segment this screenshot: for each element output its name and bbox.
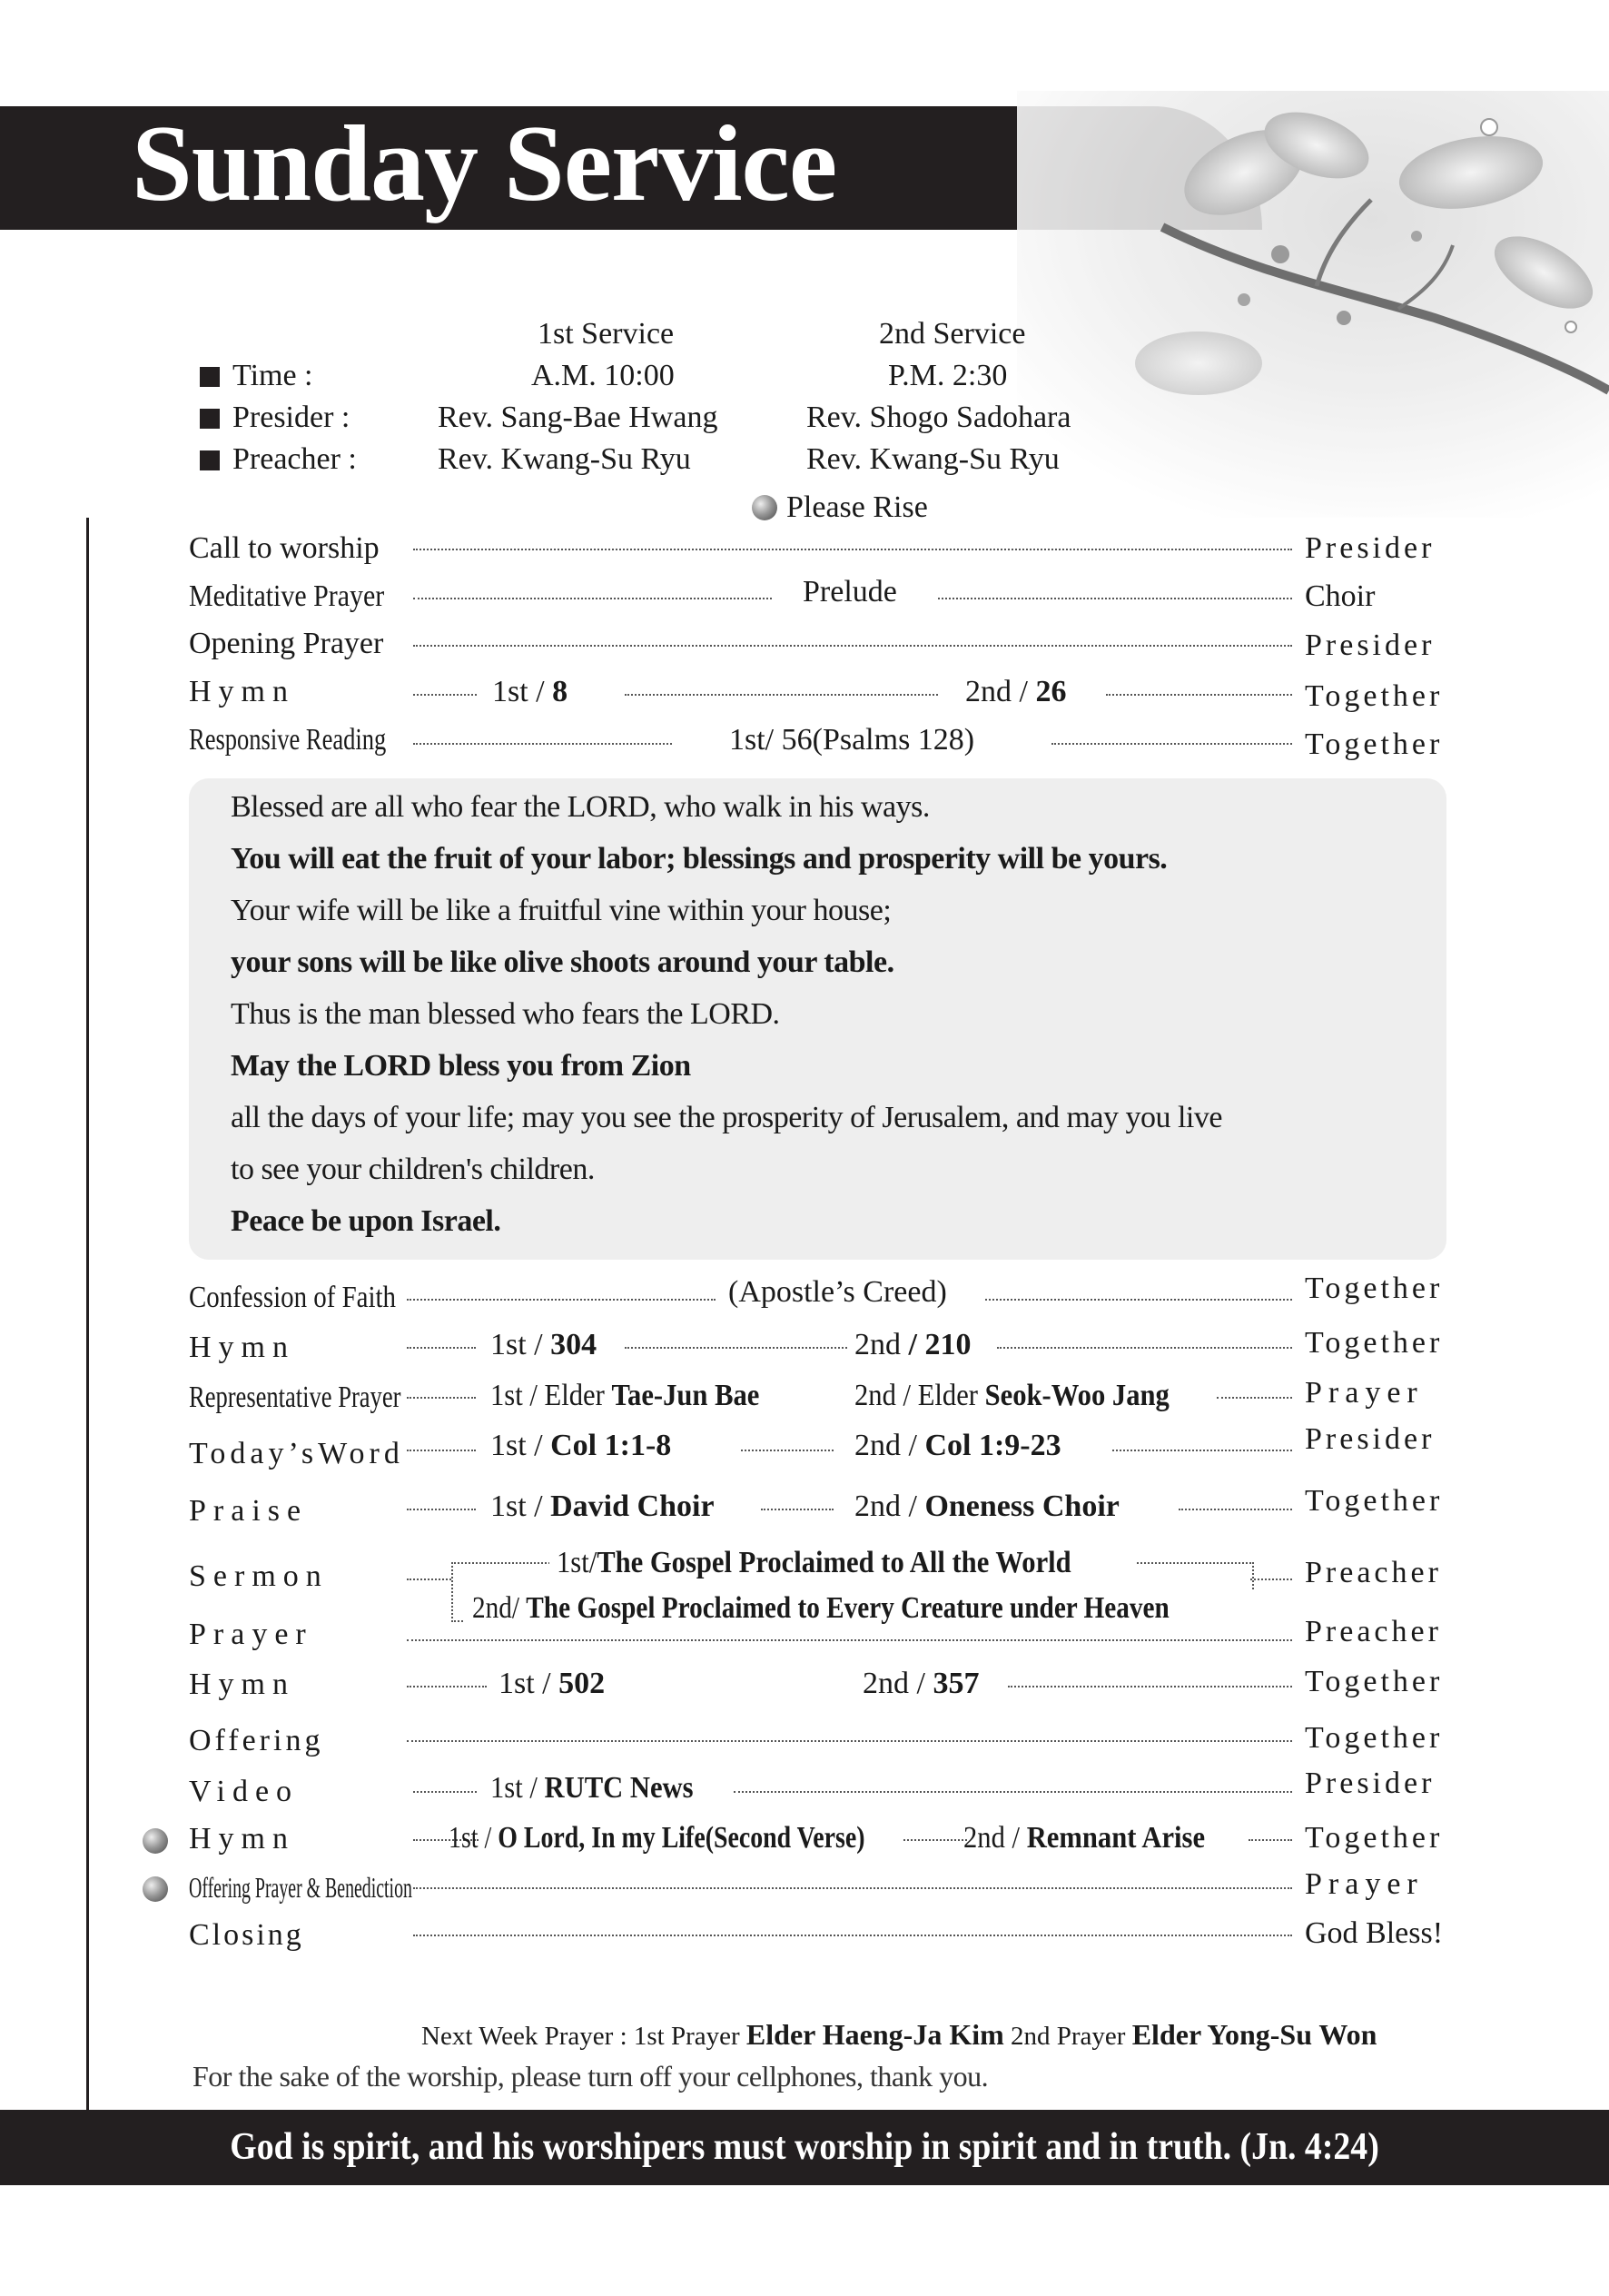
leader-dots	[903, 1839, 967, 1841]
praise-second: 2nd / Oneness Choir	[854, 1489, 1120, 1523]
page-title: Sunday Service	[132, 103, 837, 223]
leader-dots	[625, 694, 938, 696]
hymn-first: 1st / 8	[492, 675, 568, 708]
leader-dots	[407, 1450, 476, 1451]
leader-dots	[985, 1299, 1292, 1301]
call-to-worship-role: Presider	[1305, 531, 1436, 565]
hymn-second: 2nd / Remnant Arise	[963, 1821, 1206, 1855]
reading-line: Thus is the man blessed who fears the LORD.	[231, 997, 780, 1031]
opening-prayer-label: Opening Prayer	[189, 627, 384, 660]
first-service-presider: Rev. Sang-Bae Hwang	[438, 401, 718, 434]
benediction-label: Offering Prayer & Benediction	[189, 1871, 412, 1904]
sermon-second: 2nd/ The Gospel Proclaimed to Every Creature under Heaven	[465, 1591, 1290, 1626]
leader-dots	[734, 1791, 1292, 1793]
leader-dots	[761, 1509, 834, 1510]
apostles-creed-text: (Apostle’s Creed)	[728, 1275, 947, 1309]
round-bullet-icon	[752, 495, 777, 520]
leader-dots	[1250, 1578, 1292, 1580]
prayer-role: Preacher	[1305, 1615, 1442, 1648]
hymn-role: Together	[1305, 1326, 1444, 1360]
second-service-time: P.M. 2:30	[888, 359, 1008, 392]
leader-dots	[413, 694, 477, 696]
first-service-preacher: Rev. Kwang-Su Ryu	[438, 442, 691, 476]
leader-dots	[407, 1578, 451, 1580]
leader-dots	[413, 1791, 477, 1793]
video-role: Presider	[1305, 1767, 1436, 1800]
offering-role: Together	[1305, 1721, 1444, 1755]
second-service-heading: 2nd Service	[879, 317, 1026, 351]
second-service-presider: Rev. Shogo Sadohara	[806, 401, 1071, 434]
leader-dots	[413, 598, 772, 599]
leader-dots	[1217, 1397, 1292, 1399]
closing-label: Closing	[189, 1918, 304, 1952]
leader-dots	[741, 1450, 834, 1451]
hymn-first: 1st / O Lord, In my Life(Second Verse)	[449, 1821, 865, 1855]
benediction-role: Prayer	[1305, 1867, 1424, 1901]
leader-dots	[407, 1397, 476, 1399]
leader-dots	[1112, 1450, 1292, 1451]
hymn-second: 2nd / 357	[863, 1667, 980, 1700]
hymn-first: 1st / 502	[498, 1667, 606, 1700]
hymn-second: 2nd / 210	[854, 1328, 972, 1361]
leader-dots	[407, 1639, 1292, 1641]
sermon-role: Preacher	[1305, 1556, 1442, 1589]
leader-dots	[1008, 1686, 1292, 1687]
flower-decoration-image	[1017, 91, 1609, 518]
meditative-prayer-role: Choir	[1305, 579, 1376, 613]
round-bullet-icon	[143, 1876, 168, 1902]
square-bullet-icon	[200, 409, 220, 429]
responsive-reading-label: Responsive Reading	[189, 723, 387, 757]
left-vertical-rule	[86, 518, 89, 2112]
video-label: Video	[189, 1775, 300, 1808]
reading-line: Your wife will be like a fruitful vine within your house;	[231, 894, 892, 927]
square-bullet-icon	[200, 450, 220, 470]
responsive-reading-text: 1st/ 56(Psalms 128)	[729, 723, 975, 757]
leader-dots	[1106, 694, 1292, 696]
praise-role: Together	[1305, 1484, 1444, 1518]
confession-of-faith-label: Confession of Faith	[189, 1281, 396, 1314]
todays-word-label: Today’sWord	[189, 1437, 404, 1470]
leader-dots	[413, 1887, 1292, 1889]
confession-role: Together	[1305, 1272, 1444, 1305]
first-service-heading: 1st Service	[538, 317, 675, 351]
hymn-label: Hymn	[189, 1331, 295, 1364]
video-first: 1st / RUTC News	[490, 1771, 694, 1805]
representative-prayer-label: Representative Prayer	[189, 1381, 401, 1414]
hymn-role: Together	[1305, 1665, 1444, 1698]
next-week-prayer: Next Week Prayer : 1st Prayer Elder Haeng-Ja Kim 2nd Prayer Elder Yong-Su Won	[421, 2018, 1377, 2051]
reading-line: your sons will be like olive shoots around your table.	[231, 945, 894, 979]
responsive-reading-role: Together	[1305, 727, 1444, 761]
rep-prayer-second: 2nd / Elder Seok-Woo Jang	[854, 1379, 1170, 1412]
leader-dots	[407, 1509, 476, 1510]
hymn-label: Hymn	[189, 1822, 295, 1856]
hymn-role: Together	[1305, 679, 1444, 713]
footer-verse: God is spirit, and his worshipers must worship in spirit and in truth. (Jn. 4:24)	[230, 2126, 1379, 2168]
leader-dots	[997, 1347, 1292, 1349]
reading-line: Blessed are all who fear the LORD, who walk in his ways.	[231, 790, 930, 824]
leader-dots	[1051, 743, 1292, 745]
leader-dots	[413, 743, 672, 745]
leader-dots	[407, 1686, 487, 1687]
round-bullet-icon	[143, 1828, 168, 1854]
square-bullet-icon	[200, 367, 220, 387]
leader-dots	[413, 549, 1292, 550]
preacher-label: Preacher :	[200, 439, 357, 480]
hymn-role: Together	[1305, 1821, 1444, 1855]
please-rise: Please Rise	[752, 490, 928, 525]
leader-dots	[1179, 1509, 1292, 1510]
reading-line: Peace be upon Israel.	[231, 1204, 501, 1238]
rep-prayer-role: Prayer	[1305, 1376, 1424, 1410]
todays-word-role: Presider	[1305, 1422, 1436, 1456]
leader-dots	[938, 598, 1292, 599]
offering-label: Offering	[189, 1724, 324, 1757]
leader-dots	[413, 1935, 1292, 1936]
closing-role: God Bless!	[1305, 1916, 1444, 1950]
opening-prayer-role: Presider	[1305, 628, 1436, 662]
rep-prayer-first: 1st / Elder Tae-Jun Bae	[490, 1379, 760, 1412]
todays-word-first: 1st / Col 1:1-8	[490, 1429, 672, 1462]
time-label: Time :	[200, 355, 313, 397]
praise-label: Praise	[189, 1494, 309, 1528]
leader-dots	[407, 1740, 1292, 1742]
prelude-text: Prelude	[803, 575, 897, 609]
first-service-time: A.M. 10:00	[531, 359, 675, 392]
call-to-worship-label: Call to worship	[189, 531, 380, 565]
leader-dots	[407, 1299, 716, 1301]
praise-first: 1st / David Choir	[490, 1489, 715, 1523]
reading-line: You will eat the fruit of your labor; blessings and prosperity will be yours.	[231, 842, 1168, 876]
leader-dots	[413, 645, 1292, 647]
hymn-first: 1st / 304	[490, 1328, 597, 1361]
hymn-second: 2nd / 26	[965, 675, 1067, 708]
sermon-first: 1st/The Gospel Proclaimed to All the World	[549, 1546, 1136, 1580]
leader-dots	[407, 1347, 476, 1349]
todays-word-second: 2nd / Col 1:9-23	[854, 1429, 1061, 1462]
hymn-label: Hymn	[189, 675, 295, 708]
second-service-preacher: Rev. Kwang-Su Ryu	[806, 442, 1060, 476]
reading-line: to see your children's children.	[231, 1153, 595, 1186]
meditative-prayer-label: Meditative Prayer	[189, 579, 385, 613]
reading-line: all the days of your life; may you see the prosperity of Jerusalem, and may you live	[231, 1101, 1222, 1134]
leader-dots	[1249, 1839, 1292, 1841]
cellphone-notice: For the sake of the worship, please turn off your cellphones, thank you.	[192, 2060, 989, 2093]
reading-line: May the LORD bless you from Zion	[231, 1049, 691, 1083]
hymn-label: Hymn	[189, 1668, 295, 1701]
sermon-label: Sermon	[189, 1559, 329, 1593]
presider-label: Presider :	[200, 397, 350, 439]
prayer-label: Prayer	[189, 1618, 313, 1651]
leader-dots	[625, 1347, 847, 1349]
